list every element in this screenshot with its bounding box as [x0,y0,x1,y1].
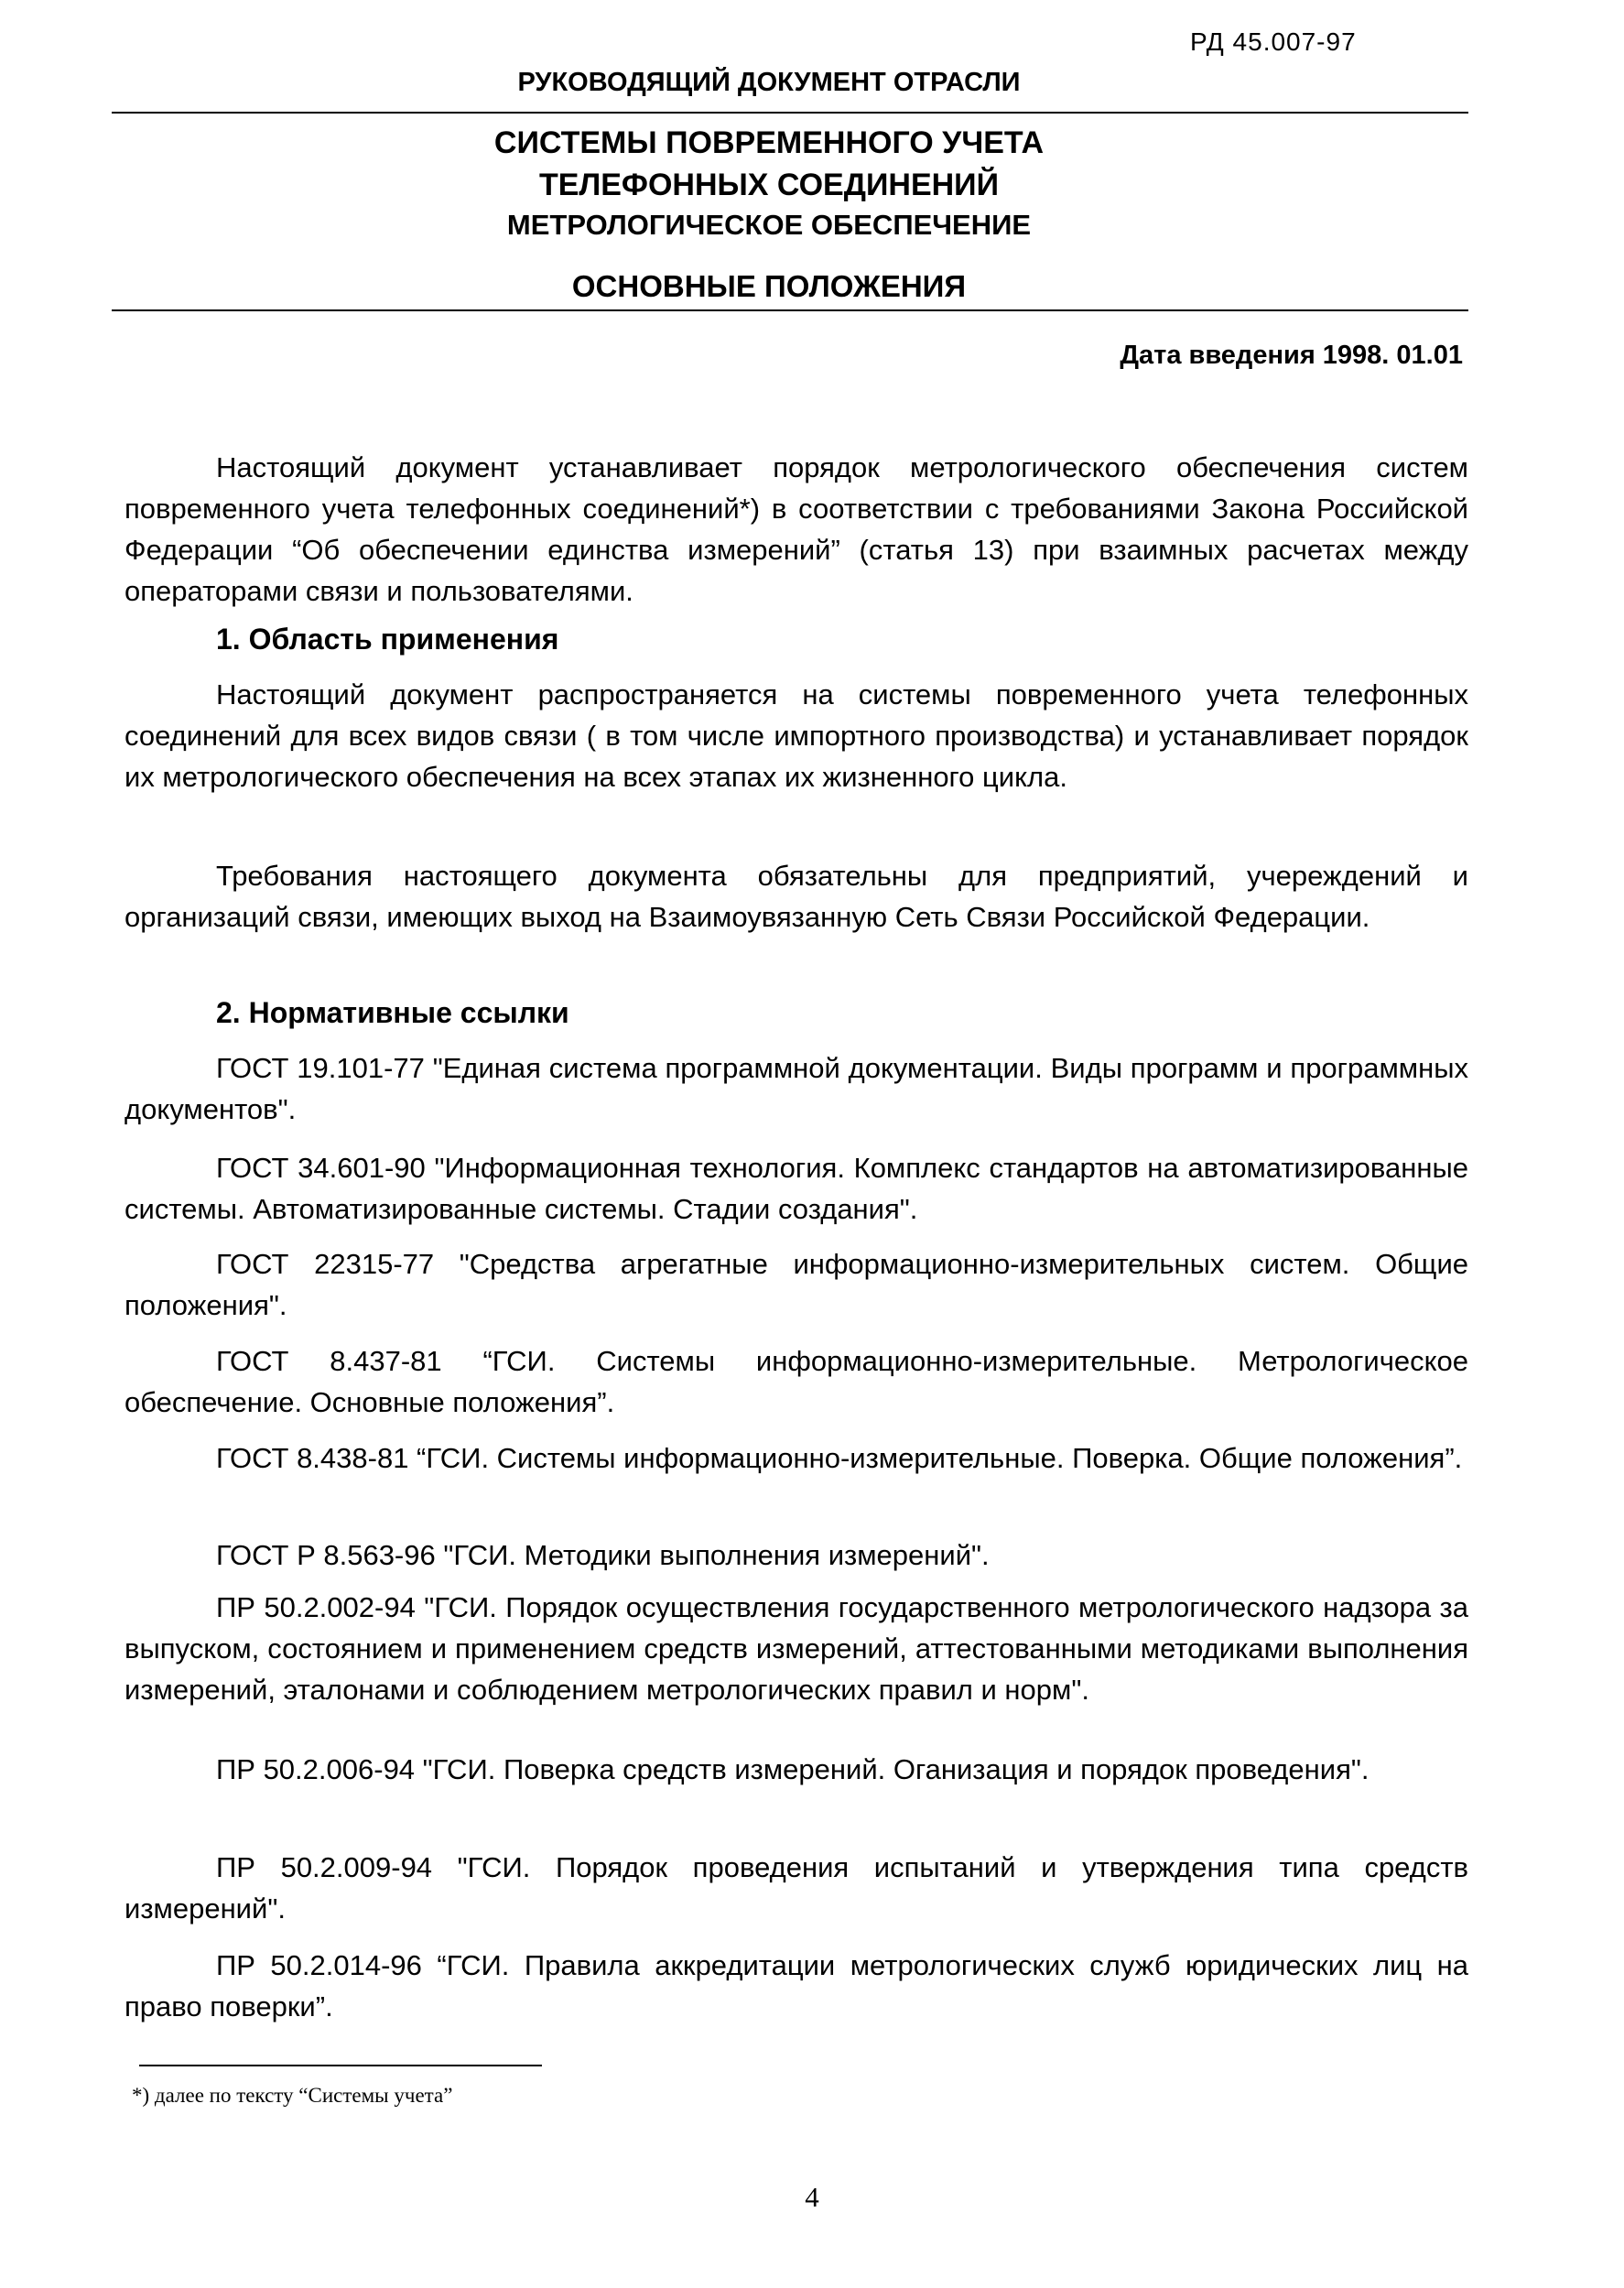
reference-item: ПР 50.2.009-94 "ГСИ. Порядок проведения испытаний и утверждения типа средств измерений". [125,1851,1468,1925]
header-rule-bottom [112,309,1468,311]
document-subtitle: МЕТРОЛОГИЧЕСКОЕ ОБЕСПЕЧЕНИЕ [506,209,1032,241]
intro-paragraph: Настоящий документ устанавливает порядок метрологического обеспечения систем повременного учета телефонных соединений*) в соответствии с требованиями Закона Российской Федерации “Об обеспечении единства измерений” (статья 13) при взаимных расчетах между операторами связи и пользователями. [125,451,1468,607]
document-category: РУКОВОДЯЩИЙ ДОКУМЕНТ ОТРАСЛИ [517,68,1021,97]
reference-item: ПР 50.2.014-96 “ГСИ. Правила аккредитации метрологических служб юридических лиц на право поверки”. [125,1949,1468,2022]
title-line-1: СИСТЕМЫ ПОВРЕМЕННОГО УЧЕТА [493,125,1045,160]
footnote: *) далее по тексту “Системы учета” [132,2084,453,2107]
introduction-date: Дата введения 1998. 01.01 [1120,341,1463,370]
document-code: РД 45.007-97 [1190,27,1357,56]
document-title [0,122,1538,206]
section-1-heading: 1. Область применения [216,623,559,656]
reference-item: ГОСТ 22315-77 "Средства агрегатные информационно-измерительных систем. Общие положения". [125,1248,1468,1321]
section-1-paragraph-2: Требования настоящего документа обязательны для предприятий, учереждений и организаций связи, имеющих выход на Взаимоувязанную Сеть Связи Российской Федерации. [125,860,1468,933]
footnote-rule [139,2065,542,2066]
reference-item: ПР 50.2.002-94 "ГСИ. Порядок осуществления государственного метрологического надзора за выпуском, состоянием и применением средств измерений, аттестованными методиками выполнения измерений, эталонами и соблюдением метрологических правил и норм". [125,1591,1468,1706]
reference-item: ПР 50.2.006-94 "ГСИ. Поверка средств измерений. Оганизация и порядок проведения". [216,1753,1370,1785]
header-rule-top [112,112,1468,114]
section-2-heading: 2. Нормативные ссылки [216,996,569,1029]
reference-item: ГОСТ 8.438-81 “ГСИ. Системы информационно-измерительные. Поверка. Общие положения”. [216,1442,1463,1474]
title-line-2: ТЕЛЕФОННЫХ СОЕДИНЕНИЙ [538,168,1000,202]
reference-item: ГОСТ 8.437-81 “ГСИ. Системы информационно-измерительные. Метрологическое обеспечение. Основные положения”. [125,1345,1468,1418]
reference-item: ГОСТ 19.101-77 "Единая система программной документации. Виды программ и программных документов". [125,1052,1468,1125]
reference-item: ГОСТ Р 8.563-96 "ГСИ. Методики выполнения измерений". [216,1539,990,1571]
document-main-title: ОСНОВНЫЕ ПОЛОЖЕНИЯ [571,269,967,303]
section-1-paragraph-1: Настоящий документ распространяется на системы повременного учета телефонных соединений для всех видов связи ( в том числе импортного производства) и устанавливает порядок их метрологического обеспечения на всех этапах их жизненного цикла. [125,678,1468,793]
reference-item: ГОСТ 34.601-90 "Информационная технология. Комплекс стандартов на автоматизированные системы. Автоматизированные системы. Стадии создания". [125,1152,1468,1225]
page-number: 4 [805,2181,819,2213]
